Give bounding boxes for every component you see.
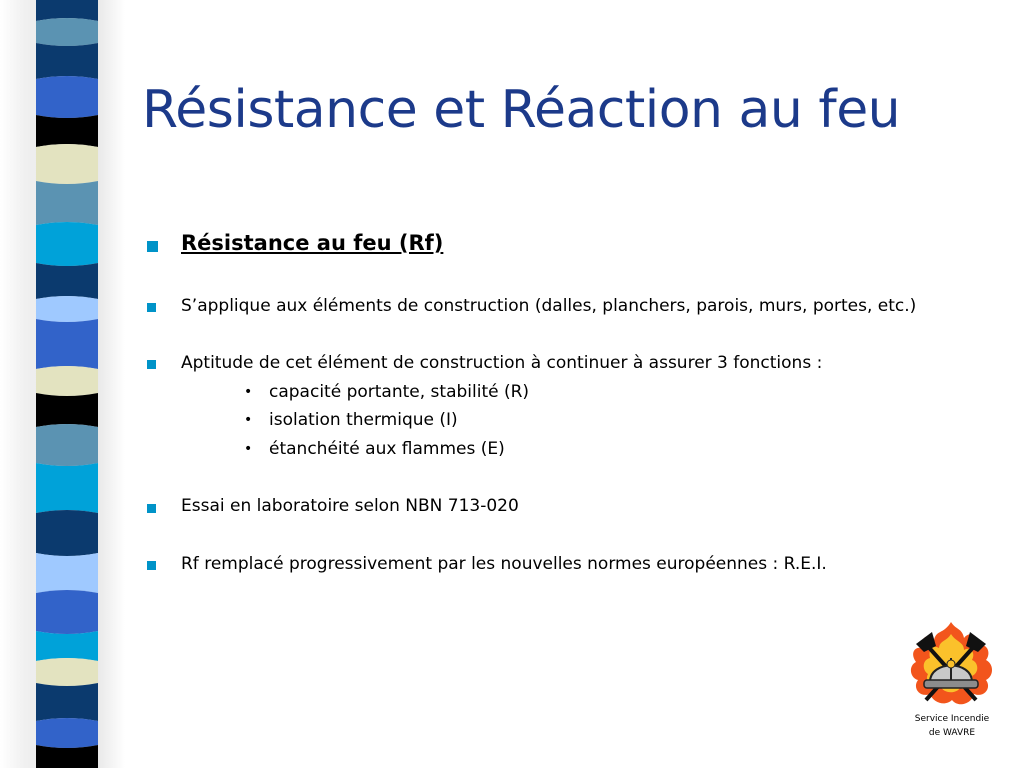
bullet-text: Aptitude de cet élément de construction à continuer à assurer 3 fonctions :	[181, 353, 823, 373]
square-bullet-icon	[147, 561, 156, 570]
square-bullet-icon	[147, 504, 156, 513]
fire-helmet-axes-logo	[906, 620, 996, 712]
sub-bullet-marker: •	[244, 412, 253, 428]
bullet-text: Essai en laboratoire selon NBN 713-020	[181, 496, 519, 516]
stripe-segment	[36, 510, 98, 556]
bullet-text: Rf remplacé progressivement par les nouvelles normes européennes : R.E.I.	[181, 554, 827, 574]
stripe-segment	[36, 658, 98, 686]
stripe-segment	[36, 18, 98, 46]
stripe-segment	[36, 553, 98, 593]
stripe-segment	[36, 0, 98, 21]
sub-bullet-marker: •	[244, 384, 253, 400]
stripe-segment	[36, 366, 98, 396]
sub-bullet-text: capacité portante, stabilité (R)	[269, 382, 530, 402]
stripe-segment	[36, 296, 98, 322]
stripe-segment	[36, 424, 98, 466]
stripe-segment	[36, 683, 98, 721]
stripe-segment	[36, 393, 98, 427]
section-heading: Résistance au feu (Rf)	[181, 231, 444, 255]
logo-caption-line1: Service Incendie	[914, 714, 990, 724]
decorative-stripe-band	[0, 0, 125, 768]
stripe-segment	[36, 745, 98, 768]
stripe-segment	[36, 263, 98, 299]
square-bullet-icon	[147, 241, 158, 252]
stripe-segment	[36, 590, 98, 634]
slide-title: Résistance et Réaction au feu	[142, 80, 901, 140]
stripe-segment	[36, 631, 98, 661]
square-bullet-icon	[147, 360, 156, 369]
stripe-segment	[36, 181, 98, 225]
stripe-segment	[36, 43, 98, 79]
stripe-segment	[36, 144, 98, 184]
square-bullet-icon	[147, 303, 156, 312]
stripe-segment	[36, 115, 98, 147]
bullet-text: S’applique aux éléments de construction (dalles, planchers, parois, murs, portes, etc.)	[181, 296, 917, 316]
stripe-segment	[36, 718, 98, 748]
sub-bullet-marker: •	[244, 441, 253, 457]
stripe-segment	[36, 76, 98, 118]
sub-bullet-text: isolation thermique (I)	[269, 410, 458, 430]
sub-bullet-text: étanchéité aux flammes (E)	[269, 439, 505, 459]
stripe-segment	[36, 463, 98, 513]
stripe-segment	[36, 319, 98, 369]
logo-caption-line2: de WAVRE	[928, 728, 976, 738]
stripe-segment	[36, 222, 98, 266]
